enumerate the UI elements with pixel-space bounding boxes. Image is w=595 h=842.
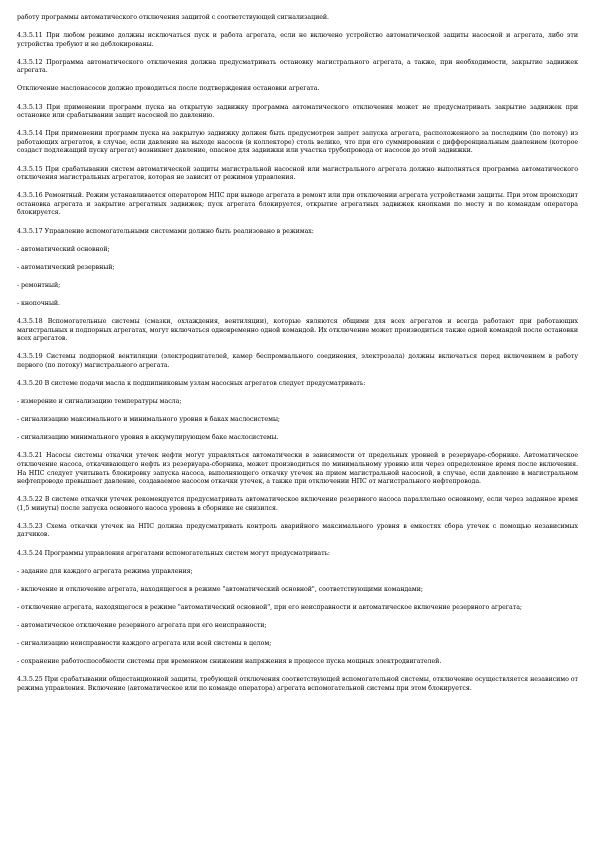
list-item: - ремонтный;	[17, 281, 61, 289]
list-item: - автоматическое отключение резервного агрегата при его неисправности;	[17, 621, 267, 629]
paragraph: 4.3.5.22 В системе откачки утечек рекомендуется предусматривать автоматическое включение резервного насоса параллельно основному, если через заданное время (1,5 минуты) после запуска основного насоса уровень в сборнике не снизился.	[17, 496, 578, 512]
paragraph: Отключение маслонасосов должно проводиться после подтверждения остановки агрегата.	[17, 85, 320, 93]
paragraph: 4.3.5.20 В системе подачи масла к подшипниковым узлам насосных агрегатов следует предусматривать:	[17, 379, 366, 387]
list-item: - сохранение работоспособности системы при временном снижении напряжения в процессе пуска мощных электродвигателей.	[17, 658, 442, 666]
paragraph: 4.3.5.12 Программа автоматического отключения должна предусматривать остановку магистрального агрегата, а также, при необходимости, закрытие задвижек агрегата.	[17, 58, 578, 75]
paragraph: 4.3.5.19 Системы подпорной вентиляции (электродвигателей, камер беспромвального соединения, электрозала) должны включаться перед включением в работу первого (по потоку) магистрального агрегата.	[17, 353, 578, 369]
paragraph: 4.3.5.24 Программы управления агрегатами вспомогательных систем могут предусматривать:	[17, 549, 330, 557]
list-item: - отключение агрегата, находящегося в режиме "автоматический основной", при его неисправности и автоматическое включение резервного агрегата;	[17, 603, 522, 611]
paragraph: 4.3.5.15 При срабатывании систем автоматической защиты магистральной насосной или магистрального агрегата должно выполняться программа автоматического отключения магистральных агрегатов, которая не зависит от режимов управления.	[17, 165, 578, 182]
list-item: - автоматический основной;	[17, 245, 110, 253]
list-item: - сигнализацию минимального уровня в аккумулирующем баке маслосистемы.	[17, 434, 279, 442]
paragraph: 4.3.5.17 Управление вспомогательными системами должно быть реализовано в режимах:	[17, 227, 314, 235]
list-item: - измерение и сигнализацию температуры масла;	[17, 398, 182, 406]
list-item: - сигнализацию максимального и минимального уровня в баках маслосистемы;	[17, 416, 280, 424]
paragraph: 4.3.5.14 При применении программ пуска на закрытую задвижку должен быть предусмотрен запрет запуска агрегата, расположенного за последним (по потоку) из работающих агрегатов, в случае, если давление на выходе насосов (в коллекторе) столь велико, что при его суммировании с дифференциальным давлением (которое создаст подлежащий пуску агрегат) возникнет давление, опасное для задвижки или участка трубопровода от насосов до этой задвижки.	[17, 130, 578, 155]
list-item: - кнопочный.	[17, 299, 61, 307]
paragraph: 4.3.5.25 При срабатывании общестанционной защиты, требующей отключения соответствующей вспомогательной системы, отключение осуществляется независимо от режима управления. Включение (автоматическое или по команде оператора) агрегата вспомогательной системы при этом блокируется.	[17, 676, 578, 692]
paragraph: 4.3.5.23 Схема откачки утечек на НПС должна предусматривать контроль аварийного максимального уровня в емкостях сбора утечек с помощью независимых датчиков.	[17, 522, 578, 539]
list-item: - автоматический резервный;	[17, 263, 115, 271]
paragraph: 4.3.5.13 При применении программ пуска на открытую задвижку программа автоматического отключения может не предусматривать закрытие задвижек при остановке или срабатывании защит насосной по давлению.	[17, 103, 578, 120]
document-page	[17, 14, 578, 703]
list-item: - сигнализацию неисправности каждого агрегата или всей системы в целом;	[17, 640, 272, 648]
list-item: - задание для каждого агрегата режима управления;	[17, 567, 193, 575]
paragraph: 4.3.5.21 Насосы системы откачки утечек нефти могут управляться автоматически в зависимости от предельных уровней в резервуаре-сборнике. Автоматическое отключение насоса, откачивающего нефть из резервуара-сборника, может производиться по минимальному уровню или через определенное время после включения. На НПС следует учитывать блокировку запуска насоса, выполняющего откачку утечек на прием магистральной насосной, в случае, если давление в магистральном нефтепроводе превышает давление, создаваемое насосом откачки утечек, а также при отключении НПС от магистрального нефтепровода.	[17, 452, 578, 486]
list-item: - включение и отключение агрегата, находящегося в режиме "автоматический основной", соответствующими командами;	[17, 585, 423, 593]
paragraph: работу программы автоматического отключения защитой с соответствующей сигнализацией.	[17, 14, 330, 21]
paragraph: 4.3.5.11 При любом режиме должны исключаться пуск и работа агрегата, если не включено устройство автоматической защиты насосной и агрегата, либо эти устройства требуют и не деблокированы.	[17, 32, 578, 48]
paragraph: 4.3.5.16 Ремонтный. Режим устанавливается оператором НПС при выводе агрегата в ремонт или при отключении агрегата устройствами защиты. При этом происходит остановка агрегата и закрытие агрегатных задвижек; пуск агрегата блокируется, открытие агрегатных задвижек кнопками по месту и по командам оператора блокируется.	[17, 192, 578, 217]
paragraph: 4.3.5.18 Вспомогательные системы (смазки, охлаждения, вентиляции), которые являются общими для всех агрегатов и всегда работают при работающих магистральных и подпорных агрегатах, могут включаться одновременно одной командой. Их отключение может производиться также одной командой после остановки всех агрегатов.	[17, 317, 578, 343]
